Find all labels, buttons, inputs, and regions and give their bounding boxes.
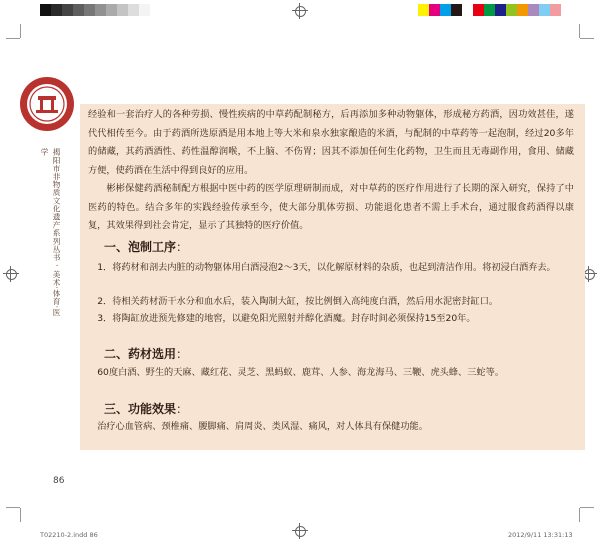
crop-mark — [580, 507, 594, 508]
crop-mark — [20, 24, 21, 38]
intro-paragraph: 经验和一套治疗人的各种劳损、慢性疾病的中草药配制秘方，后再添加多种动物躯体，形成秘方药酒，因功效甚佳，遂代代相传至今。由于药酒所选原酒是用本地上等大米和泉水独家酿造的米酒，与配制的中草药等一起泡制，经过20多年的储藏，其药酒酒性、药性温醇润喉，不上脑、不伤胃；因其不添加任何生化药物，卫生而且无毒副作用，食用、储藏方便，使药酒在生活中得到良好的应用。 — [88, 109, 574, 176]
color-swatch — [451, 4, 462, 16]
color-swatch — [429, 4, 440, 16]
color-swatch — [517, 4, 528, 16]
crop-mark — [6, 507, 20, 508]
effects-text: 治疗心血管病、颈椎痛、腰脚痛、肩周炎、类风湿、痛风，对人体具有保健功能。 — [97, 421, 428, 432]
registration-mark-left — [3, 266, 19, 282]
crop-mark — [6, 38, 20, 39]
crop-mark — [579, 508, 580, 522]
crop-mark — [20, 508, 21, 522]
section-heading-effects: 三、功能效果： — [104, 402, 189, 416]
registration-mark-bottom — [292, 523, 308, 539]
color-bar — [418, 4, 572, 16]
color-swatch — [95, 4, 106, 16]
color-swatch — [528, 4, 539, 16]
color-swatch — [495, 4, 506, 16]
section-heading-process: 一、泡制工序： — [104, 240, 189, 254]
color-swatch — [418, 4, 429, 16]
process-step: 3．将陶缸放进预先修建的地窖，以避免阳光照射并醇化酒魔。封存时间必须保持15至20年。 — [97, 313, 476, 324]
color-swatch — [550, 4, 561, 16]
color-swatch — [484, 4, 495, 16]
color-swatch — [84, 4, 95, 16]
color-swatch — [473, 4, 484, 16]
process-step: 2．待相关药材沥干水分和血水后，装入陶制大缸，按比例倒入高纯度白酒，然后用水泥密封缸口。 — [97, 296, 499, 307]
crop-mark — [579, 24, 580, 38]
color-swatch — [139, 4, 150, 16]
color-swatch — [561, 4, 572, 16]
intro-paragraph: 彬彬保健药酒秘制配方根据中医中药的医学原理研制而成，对中草药的医疗作用进行了长期的深入研究，保持了中医药的特色。结合多年的实践经验传承至今，使大部分肌体劳损、功能退化患者不需上手术台，通过服食药酒得以康复，其效果得到社会肯定，显示了其独特的医疗价值。 — [88, 183, 574, 232]
color-swatch — [62, 4, 73, 16]
color-swatch — [106, 4, 117, 16]
color-swatch — [51, 4, 62, 16]
section-heading-materials: 二、药材选用： — [104, 347, 189, 361]
color-swatch — [40, 4, 51, 16]
process-step: 1．将药材和剖去内脏的动物躯体用白酒浸泡2～3天，以化解原材料的杂质，也起到清洁作用。将初浸白酒弃去。 — [97, 262, 556, 273]
heritage-emblem-icon — [19, 76, 75, 132]
crop-mark — [580, 38, 594, 39]
footer-timestamp: 2012/9/11 13:31:13 — [508, 531, 573, 539]
registration-mark-top — [292, 3, 308, 19]
color-swatch — [539, 4, 550, 16]
color-swatch — [440, 4, 451, 16]
color-swatch — [73, 4, 84, 16]
color-swatch — [117, 4, 128, 16]
series-title-vertical: 揭阳市非物质文化遗产系列丛书 · 美术·体育·医学 — [40, 148, 61, 317]
color-swatch — [128, 4, 139, 16]
color-swatch — [506, 4, 517, 16]
footer-file-info: T02210-2.indd 86 — [40, 531, 98, 539]
grayscale-bar — [40, 4, 150, 16]
materials-list: 60度白酒、野生的天麻、藏红花、灵芝、黑蚂蚁、鹿茸、人参、海龙海马、三鞭、虎头蜂、三蛇等。 — [97, 367, 504, 378]
color-swatch — [462, 4, 473, 16]
page-number: 86 — [53, 476, 65, 486]
